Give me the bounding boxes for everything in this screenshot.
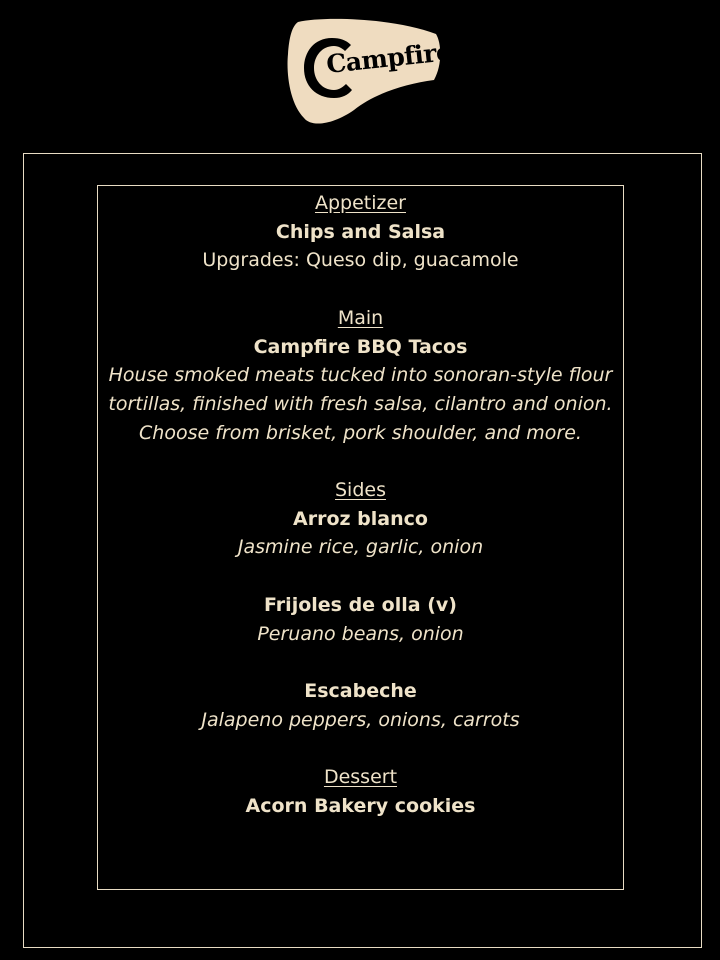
logo-wordmark: Campfire: [324, 37, 453, 79]
sides-heading: Sides: [335, 479, 386, 501]
campfire-logo: [284, 14, 453, 128]
spacer: [97, 447, 624, 476]
side-item-description: Jalapeno peppers, onions, carrots: [201, 708, 520, 731]
dessert-item: Acorn Bakery cookies: [245, 794, 476, 817]
menu-content: [97, 189, 624, 820]
appetizer-upgrades: Upgrades: Queso dip, guacamole: [202, 249, 519, 272]
main-description: House smoked meats tucked into sonoran-style flour tortillas, finished with fresh salsa, cilantro and onion. Choose from brisket, pork shoulder, and more.: [108, 364, 613, 444]
dessert-heading: Dessert: [323, 765, 398, 788]
side-item-description: Jasmine rice, garlic, onion: [237, 536, 484, 559]
main-heading: Main: [337, 306, 384, 329]
spacer: [97, 275, 624, 304]
side-item-name: Arroz blanco: [293, 507, 428, 530]
appetizer-heading: Appetizer: [314, 192, 406, 214]
side-item-name: Frijoles de olla (v): [264, 593, 457, 616]
main-item: Campfire BBQ Tacos: [253, 335, 468, 358]
side-item-description: Peruano beans, onion: [257, 622, 464, 645]
appetizer-item: Chips and Salsa: [275, 220, 446, 243]
spacer: [97, 648, 624, 677]
spacer: [97, 734, 624, 763]
side-item-name: Escabeche: [304, 679, 417, 702]
spacer: [97, 562, 624, 591]
